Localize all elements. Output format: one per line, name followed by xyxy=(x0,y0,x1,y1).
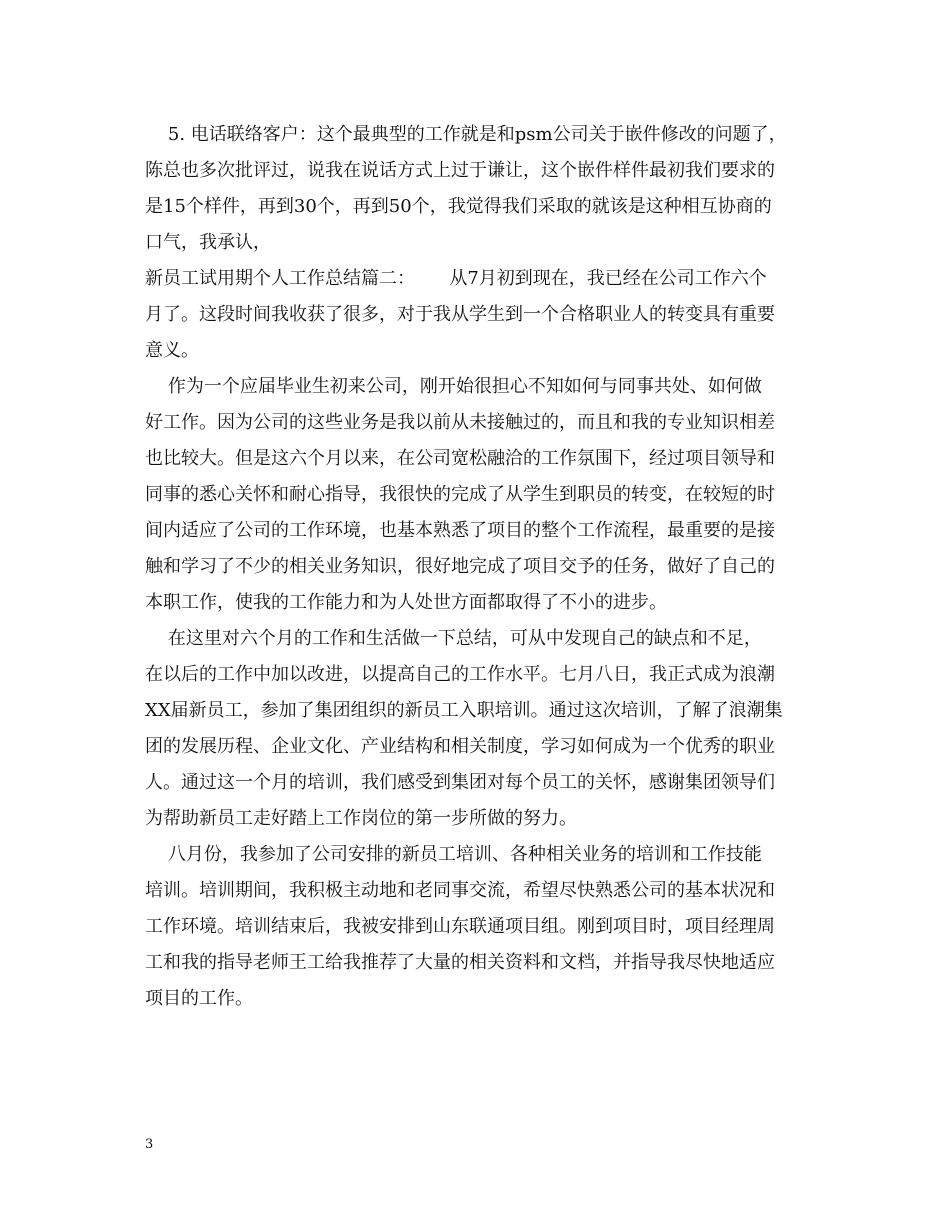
text-line: 工和我的指导老师王工给我推荐了大量的相关资料和文档，并指导我尽快地适应 xyxy=(145,952,775,973)
section-heading-line: 新员工试用期个人工作总结篇二： 从7月初到现在，我已经在公司工作六个 xyxy=(145,268,767,289)
text-line: 为帮助新员工走好踏上工作岗位的第一步所做的努力。 xyxy=(145,808,577,829)
document-body xyxy=(145,117,820,1017)
text-line: 本职工作，使我的工作能力和为人处世方面都取得了不小的进步。 xyxy=(145,592,667,613)
text-line: 培训。培训期间，我积极主动地和老同事交流，希望尽快熟悉公司的基本状况和 xyxy=(145,880,775,901)
text-line: 在以后的工作中加以改进，以提高自己的工作水平。七月八日，我正式成为浪潮 xyxy=(145,664,775,685)
text-line: 好工作。因为公司的这些业务是我以前从未接触过的，而且和我的专业知识相差 xyxy=(145,412,775,433)
text-line: 项目的工作。 xyxy=(145,988,253,1009)
text-line: 触和学习了不少的相关业务知识，很好地完成了项目交予的任务，做好了自己的 xyxy=(145,556,775,577)
text-line: 人。通过这一个月的培训，我们感受到集团对每个员工的关怀，感谢集团领导们 xyxy=(145,772,775,793)
text-line: XX届新员工，参加了集团组织的新员工入职培训。通过这次培训，了解了浪潮集 xyxy=(145,700,783,721)
text-line: 同事的悉心关怀和耐心指导，我很快的完成了从学生到职员的转变，在较短的时 xyxy=(145,484,775,505)
text-line: 是15个样件，再到30个，再到50个，我觉得我们采取的就该是这种相互协商的 xyxy=(145,196,772,217)
text-line: 意义。 xyxy=(145,340,199,361)
page-number: 3 xyxy=(145,1137,154,1152)
text-line: 间内适应了公司的工作环境，也基本熟悉了项目的整个工作流程，最重要的是接 xyxy=(145,520,775,541)
text-line: 工作环境。培训结束后，我被安排到山东联通项目组。刚到项目时，项目经理周 xyxy=(145,916,775,937)
text-line: 团的发展历程、企业文化、产业结构和相关制度，学习如何成为一个优秀的职业 xyxy=(145,736,775,757)
text-line: 陈总也多次批评过，说我在说话方式上过于谦让，这个嵌件样件最初我们要求的 xyxy=(145,160,775,181)
text-line: 口气，我承认， xyxy=(145,232,271,253)
text-line: 作为一个应届毕业生初来公司，刚开始很担心不知如何与同事共处、如何做 xyxy=(145,376,762,397)
text-line: 5. 电话联络客户：这个最典型的工作就是和psm公司关于嵌件修改的问题了， xyxy=(145,124,787,145)
text-line: 八月份，我参加了公司安排的新员工培训、各种相关业务的培训和工作技能 xyxy=(145,844,762,865)
text-line: 也比较大。但是这六个月以来，在公司宽松融洽的工作氛围下，经过项目领导和 xyxy=(145,448,775,469)
text-line: 月了。这段时间我收获了很多，对于我从学生到一个合格职业人的转变具有重要 xyxy=(145,304,775,325)
text-line: 在这里对六个月的工作和生活做一下总结，可从中发现自己的缺点和不足， xyxy=(145,628,762,649)
